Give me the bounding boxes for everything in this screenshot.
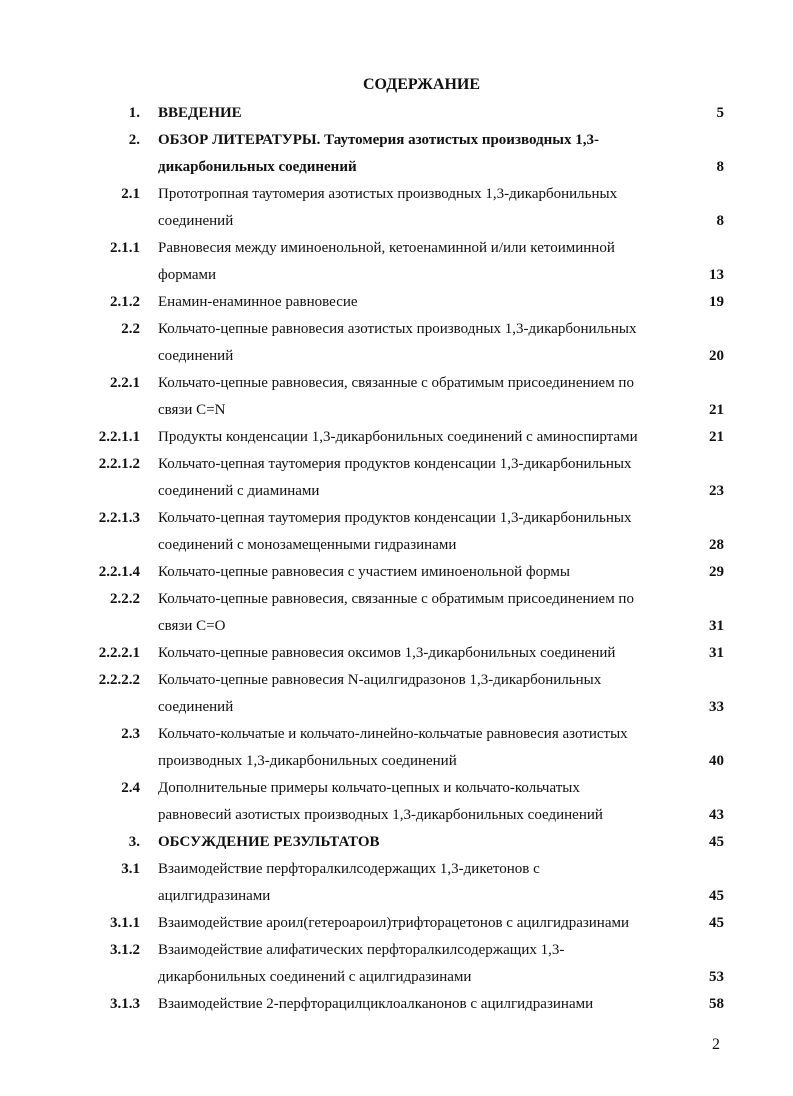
toc-entry: [60, 289, 724, 316]
toc-entry: [60, 937, 724, 991]
section-title-line: Прототропная таутомерия азотистых производных 1,3-дикарбонильных: [158, 186, 618, 202]
section-title-line: Взаимодействие 2-перфторацилциклоалканонов с ацилгидразинами: [158, 996, 594, 1012]
section-title: [158, 856, 688, 910]
section-title: [158, 991, 688, 1018]
section-page: 20: [709, 348, 724, 364]
section-title-line: Кольчато-цепные равновесия оксимов 1,3-дикарбонильных соединений: [158, 645, 616, 661]
section-title: [158, 640, 688, 667]
section-number: 3.1: [121, 861, 140, 877]
section-title: [158, 235, 688, 289]
page-title: СОДЕРЖАНИЕ: [362, 76, 481, 93]
section-title: [158, 451, 688, 505]
toc-entry: [60, 721, 724, 775]
section-title-line: Взаимодействие алифатических перфторалкилсодержащих 1,3-: [158, 942, 565, 958]
section-title: [158, 370, 688, 424]
toc-entry: [60, 640, 724, 667]
section-title-line: Кольчато-цепные равновесия, связанные с обратимым присоединением по: [158, 591, 634, 607]
section-title-line: Взаимодействие перфторалкилсодержащих 1,3-дикетонов с: [158, 861, 540, 877]
page-number: 2: [712, 1036, 720, 1053]
section-title-line: соединений с диаминами: [158, 483, 320, 499]
section-number: 2.2: [121, 321, 140, 337]
section-page: 21: [709, 429, 724, 445]
section-title-line: ацилгидразинами: [158, 888, 271, 904]
section-title: [158, 829, 688, 856]
table-of-contents: [60, 100, 724, 1018]
toc-entry: [60, 451, 724, 505]
section-page: 58: [709, 996, 724, 1012]
section-number: 2.4: [121, 780, 140, 796]
section-title-line: связи C=N: [158, 402, 226, 418]
section-title-line: Продукты конденсации 1,3-дикарбонильных соединений с аминоспиртами: [158, 429, 638, 445]
section-number: 2.2.2: [110, 591, 140, 607]
section-title: [158, 586, 688, 640]
section-number: 1.: [128, 105, 140, 121]
section-page: 31: [709, 645, 724, 661]
section-number: 2.2.2.2: [98, 672, 140, 688]
toc-entry: [60, 235, 724, 289]
section-title: [158, 424, 688, 451]
section-page: 19: [709, 294, 724, 310]
section-number: 2.3: [121, 726, 140, 742]
section-title: [158, 667, 688, 721]
section-title: [158, 775, 688, 829]
section-number: 3.1.3: [110, 996, 140, 1012]
section-number: 2.1.1: [110, 240, 140, 256]
toc-entry: [60, 370, 724, 424]
section-title-line: ОБЗОР ЛИТЕРАТУРЫ. Таутомерия азотистых производных 1,3-: [158, 132, 599, 148]
section-number: 2.2.1.3: [98, 510, 140, 526]
section-page: 43: [709, 807, 724, 823]
section-number: 2.2.1.4: [98, 564, 140, 580]
section-title-line: соединений: [158, 699, 234, 715]
section-page: 45: [709, 888, 724, 904]
section-page: 13: [709, 267, 724, 283]
toc-entry: [60, 667, 724, 721]
section-title: [158, 181, 688, 235]
section-title: [158, 937, 688, 991]
section-title: [158, 316, 688, 370]
section-title: [158, 505, 688, 559]
section-number: 3.1.2: [110, 942, 140, 958]
section-title-line: дикарбонильных соединений с ацилгидразинами: [158, 969, 472, 985]
section-title-line: Кольчато-цепные равновесия азотистых производных 1,3-дикарбонильных: [158, 321, 637, 337]
toc-entry: [60, 559, 724, 586]
section-title-line: Енамин-енаминное равновесие: [158, 294, 358, 310]
section-page: 53: [709, 969, 724, 985]
section-title-line: Кольчато-цепные равновесия N-ацилгидразонов 1,3-дикарбонильных: [158, 672, 602, 688]
section-page: 45: [709, 915, 724, 931]
toc-entry: [60, 856, 724, 910]
section-title-line: ОБСУЖДЕНИЕ РЕЗУЛЬТАТОВ: [158, 834, 380, 850]
section-title-line: Кольчато-цепная таутомерия продуктов конденсации 1,3-дикарбонильных: [158, 456, 632, 472]
toc-entry: [60, 910, 724, 937]
section-title-line: Кольчато-кольчатые и кольчато-линейно-кольчатые равновесия азотистых: [158, 726, 628, 742]
section-title-line: соединений с монозамещенными гидразинами: [158, 537, 457, 553]
toc-entry: [60, 316, 724, 370]
section-number: 2.2.1: [110, 375, 140, 391]
section-page: 28: [709, 537, 724, 553]
section-page: 40: [709, 753, 724, 769]
section-number: 2.: [128, 132, 140, 148]
toc-entry: [60, 181, 724, 235]
toc-entry: [60, 991, 724, 1018]
section-page: 8: [716, 159, 724, 175]
section-title-line: Кольчато-цепная таутомерия продуктов конденсации 1,3-дикарбонильных: [158, 510, 632, 526]
section-title: [158, 910, 688, 937]
section-page: 29: [709, 564, 724, 580]
section-title-line: Взаимодействие ароил(гетероароил)трифторацетонов с ацилгидразинами: [158, 915, 630, 931]
section-number: 2.1: [121, 186, 140, 202]
section-title-line: производных 1,3-дикарбонильных соединений: [158, 753, 457, 769]
toc-entry: [60, 829, 724, 856]
toc-entry: [60, 505, 724, 559]
toc-entry: [60, 424, 724, 451]
section-page: 8: [716, 213, 724, 229]
section-title: [158, 559, 688, 586]
section-title-line: ВВЕДЕНИЕ: [158, 105, 242, 121]
section-title: [158, 289, 688, 316]
section-number: 2.2.1.2: [98, 456, 140, 472]
section-title-line: соединений: [158, 213, 234, 229]
section-title-line: Кольчато-цепные равновесия с участием иминоенольной формы: [158, 564, 570, 580]
section-number: 2.1.2: [110, 294, 140, 310]
section-number: 3.: [128, 834, 140, 850]
section-title-line: Равновесия между иминоенольной, кетоенаминной и/или кетоиминной: [158, 240, 615, 256]
toc-entry: [60, 775, 724, 829]
section-number: 2.2.2.1: [98, 645, 140, 661]
toc-entry: [60, 586, 724, 640]
section-title-line: формами: [158, 267, 217, 283]
section-page: 5: [716, 105, 724, 121]
section-title-line: дикарбонильных соединений: [158, 159, 357, 175]
section-title-line: Кольчато-цепные равновесия, связанные с обратимым присоединением по: [158, 375, 634, 391]
section-title: [158, 721, 688, 775]
section-title-line: Дополнительные примеры кольчато-цепных и кольчато-кольчатых: [158, 780, 580, 796]
section-title-line: соединений: [158, 348, 234, 364]
section-title: [158, 127, 688, 181]
section-number: 2.2.1.1: [98, 429, 140, 445]
section-page: 45: [709, 834, 724, 850]
section-page: 31: [709, 618, 724, 634]
section-page: 21: [709, 402, 724, 418]
toc-entry: [60, 127, 724, 181]
section-number: 3.1.1: [110, 915, 140, 931]
section-title-line: связи C=O: [158, 618, 226, 634]
section-page: 23: [709, 483, 724, 499]
section-title-line: равновесий азотистых производных 1,3-дикарбонильных соединений: [158, 807, 603, 823]
section-title: [158, 100, 688, 127]
toc-entry: [60, 100, 724, 127]
section-page: 33: [709, 699, 724, 715]
